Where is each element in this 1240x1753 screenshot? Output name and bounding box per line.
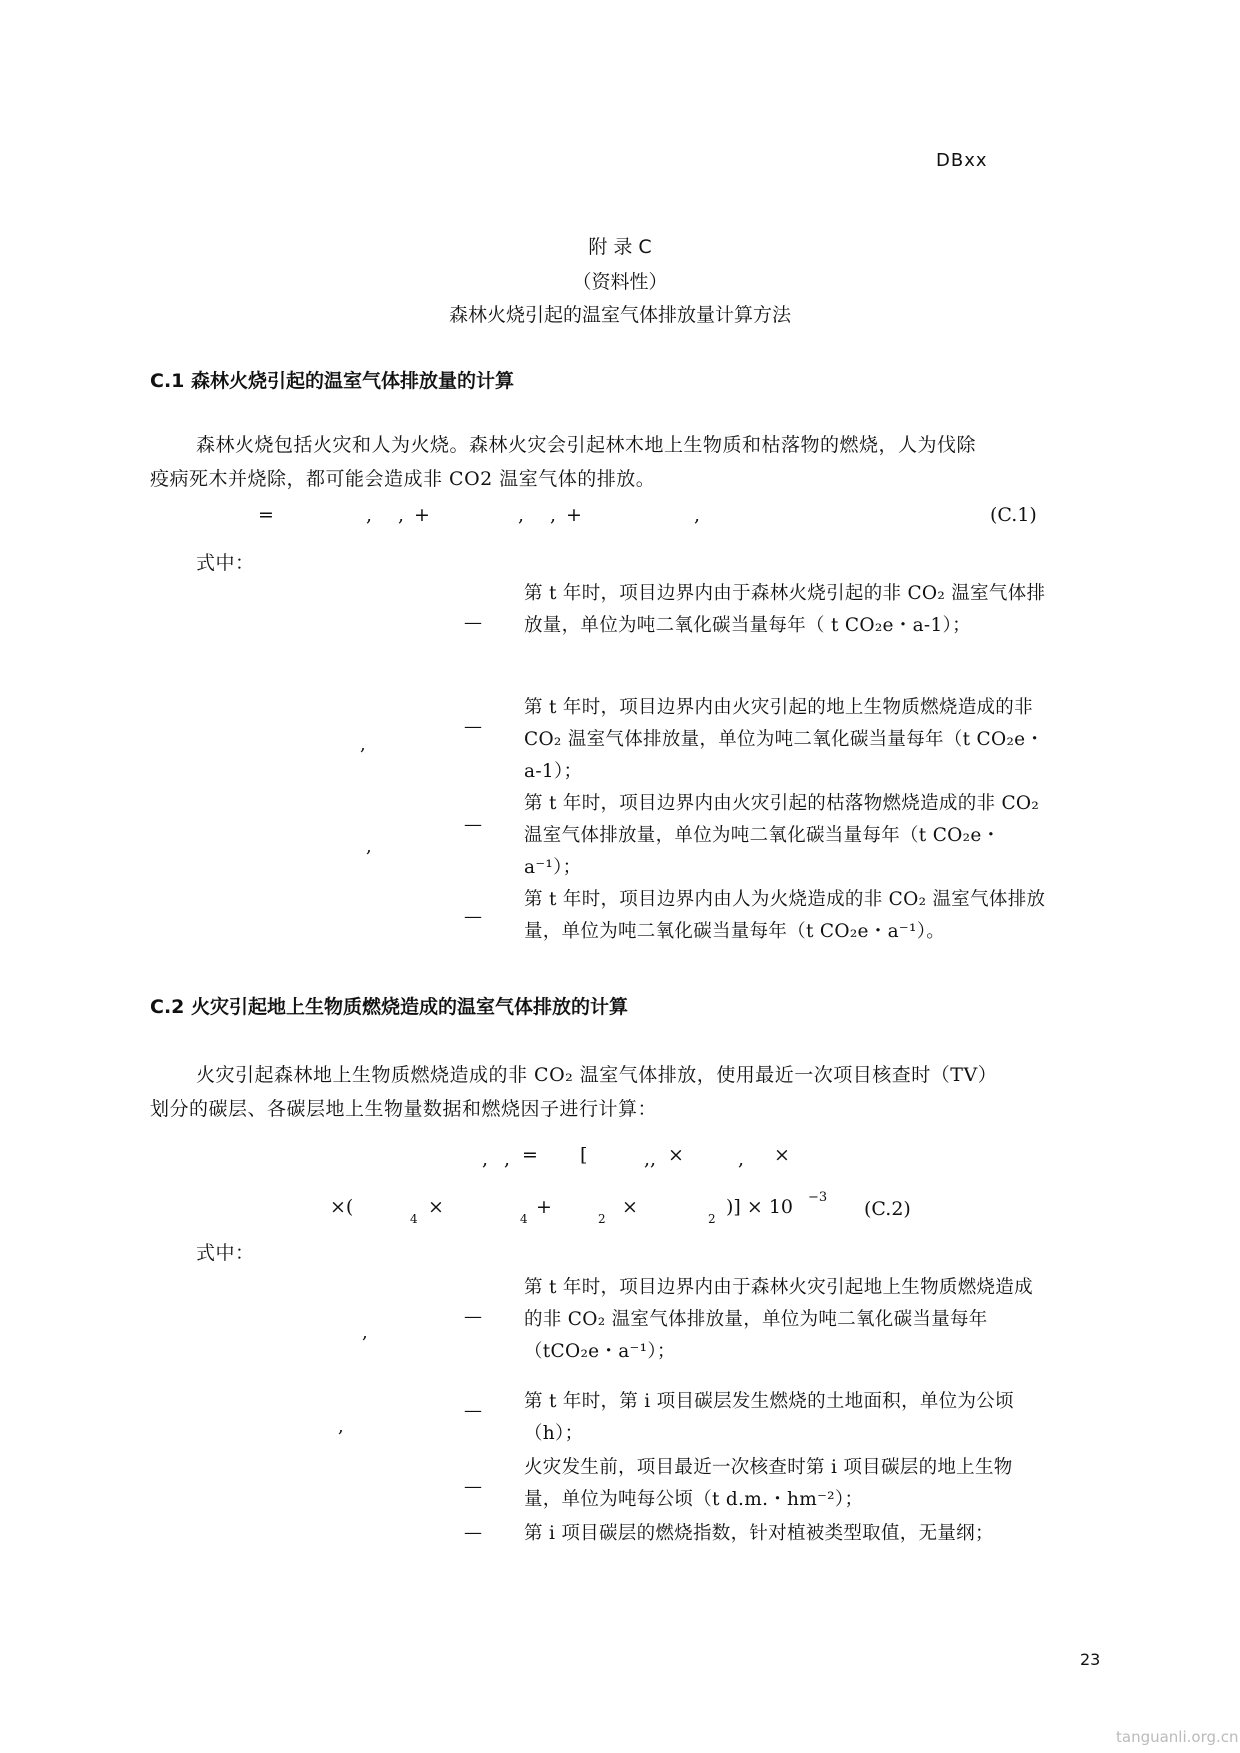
equation-c1-plus: + (414, 504, 430, 526)
definition-dash: — (464, 612, 482, 633)
equation-c2-open-paren: ×( (330, 1196, 354, 1218)
page-number: 23 (1080, 1650, 1101, 1669)
equation-c1-equals: = (258, 504, 274, 526)
watermark-text: tanguanli.org.cn (1116, 1728, 1239, 1746)
definition-dash: — (464, 1306, 482, 1327)
equation-c2-subscript: 4 (410, 1212, 418, 1226)
section-c2-paragraph-line1: 火灾引起森林地上生物质燃烧造成的非 CO₂ 温室气体排放，使用最近一次项目核查时（TV） (196, 1064, 998, 1086)
definition-dash: — (464, 814, 482, 835)
definition-text: 第 t 年时，项目边界内由火灾引起的枯落物燃烧造成的非 CO₂ 温室气体排放量，单位为吨二氧化碳当量每年（t CO₂e・a⁻¹）； (524, 793, 1040, 878)
equation-c2-exponent: −3 (808, 1190, 828, 1205)
equation-c2-comma: , (482, 1148, 489, 1170)
section-c1-paragraph-line1: 森林火烧包括火灾和人为火烧。森林火灾会引起林木地上生物质和枯落物的燃烧，人为伐除 (196, 434, 977, 456)
document-code: DBxx (936, 150, 988, 171)
equation-c2-plus: + (536, 1196, 552, 1218)
equation-c1-comma: , (694, 504, 701, 526)
definition-dash: — (464, 1476, 482, 1497)
definition-symbol-mark: , (338, 1416, 344, 1437)
equation-c1-comma: , (398, 504, 405, 526)
equation-c2-equals: = (522, 1144, 538, 1166)
equation-c2-subscript: 2 (598, 1212, 606, 1226)
equation-c2-subscript: 2 (708, 1212, 716, 1226)
equation-c2-times: × (774, 1144, 790, 1166)
appendix-label: 附 录 C (588, 236, 652, 258)
equation-c2-comma: , (738, 1148, 745, 1170)
equation-c2-number: (C.2) (864, 1198, 911, 1220)
equation-c2-times: × (428, 1196, 444, 1218)
section-c1-where-label: 式中： (196, 552, 255, 574)
definition-text: 第 t 年时，项目边界内由于森林火烧引起的非 CO₂ 温室气体排放量，单位为吨二氧化碳当量每年（ t CO₂e・a-1）； (524, 583, 1046, 636)
section-c1-paragraph-line2: 疫病死木并烧除，都可能会造成非 CO2 温室气体的排放。 (150, 468, 656, 490)
equation-c2-comma: ,, (644, 1148, 657, 1170)
definition-dash: — (464, 906, 482, 927)
equation-c2-close: )] × 10 (726, 1196, 794, 1218)
definition-symbol-mark: , (366, 836, 372, 857)
appendix-nature: （资料性） (572, 271, 668, 293)
equation-c1-comma: , (366, 504, 373, 526)
equation-c1-comma: , (550, 504, 557, 526)
definition-text: 第 i 项目碳层的燃烧指数，针对植被类型取值，无量纲； (524, 1523, 994, 1544)
definition-text: 第 t 年时，项目边界内由人为火烧造成的非 CO₂ 温室气体排放量，单位为吨二氧化碳当量每年（t CO₂e・a⁻¹）。 (524, 889, 1046, 942)
equation-c1-comma: , (518, 504, 525, 526)
equation-c1-plus: + (566, 504, 582, 526)
definition-dash: — (464, 716, 482, 737)
equation-c2-bracket: [ (580, 1144, 588, 1166)
definition-dash: — (464, 1400, 482, 1421)
section-c2-heading: C.2 火灾引起地上生物质燃烧造成的温室气体排放的计算 (150, 996, 628, 1018)
definition-text: 第 t 年时，项目边界内由于森林火灾引起地上生物质燃烧造成的非 CO₂ 温室气体排放量，单位为吨二氧化碳当量每年（tCO₂e・a⁻¹）； (524, 1277, 1033, 1362)
equation-c2-times: × (668, 1144, 684, 1166)
definition-dash: — (464, 1522, 482, 1543)
definition-text: 第 t 年时，项目边界内由火灾引起的地上生物质燃烧造成的非 CO₂ 温室气体排放量，单位为吨二氧化碳当量每年（t CO₂e・a-1）； (524, 697, 1045, 782)
equation-c1-number: (C.1) (990, 504, 1037, 526)
definition-text: 第 t 年时，第 i 项目碳层发生燃烧的土地面积，单位为公顷（h）； (524, 1391, 1014, 1444)
equation-c2-times: × (622, 1196, 638, 1218)
definition-symbol-mark: , (360, 734, 366, 755)
definition-symbol-mark: , (362, 1322, 368, 1343)
definition-text: 火灾发生前，项目最近一次核查时第 i 项目碳层的地上生物量，单位为吨每公顷（t d.m.・hm⁻²）； (524, 1457, 1013, 1510)
section-c1-heading: C.1 森林火烧引起的温室气体排放量的计算 (150, 370, 514, 392)
section-c2-paragraph-line2: 划分的碳层、各碳层地上生物量数据和燃烧因子进行计算： (150, 1098, 658, 1120)
equation-c2-comma: , (504, 1148, 511, 1170)
equation-c2-subscript: 4 (520, 1212, 528, 1226)
appendix-title: 森林火烧引起的温室气体排放量计算方法 (448, 304, 791, 326)
section-c2-where-label: 式中： (196, 1242, 255, 1264)
